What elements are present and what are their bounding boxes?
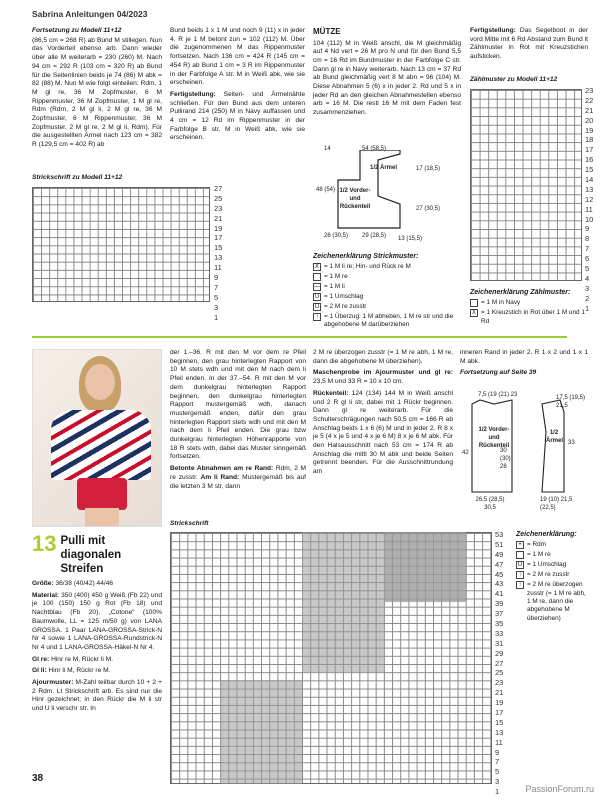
paragraph <box>32 592 162 653</box>
symbol-icon: ↑ <box>516 581 524 589</box>
model-number: 13 <box>32 531 57 556</box>
legend-text: = 1 M re <box>527 551 551 559</box>
text: Rdm, 2 M re zusstr. <box>170 465 306 481</box>
legend-text: = 1 Umschlag <box>324 293 364 301</box>
diagram-label: 1/2 Ärmel <box>546 430 564 444</box>
dim-label: 19 (10) 21,5 (22,5) <box>540 497 573 511</box>
legend-item <box>516 541 590 549</box>
diagram-label: 1/2 Vorder- und Rückenteil <box>339 188 371 210</box>
chart-title-1: Strickschrift zu Modell 11+12 <box>32 174 123 181</box>
paragraph: 2 M re überzogen zusstr (= 1 M re abh, 1 M re, dann die abgehobene M überziehen). <box>313 349 453 365</box>
row-number: 17 <box>585 145 594 155</box>
row-number: 7 <box>214 282 219 292</box>
dim-label: 26,5 (28,5) 30,5 <box>475 497 505 511</box>
legend-item <box>516 551 590 559</box>
bold-label: Größe: <box>32 580 54 587</box>
text: Hinr re M, Rückr li M. <box>51 655 113 663</box>
paragraph <box>32 580 162 589</box>
legend-text: = 2 M re zusstr <box>527 571 570 579</box>
row-number: 25 <box>214 193 223 203</box>
watermark: PassionForum.ru <box>525 784 594 795</box>
dim-label: 13 (15,5) <box>398 236 423 242</box>
column-1 <box>32 27 162 153</box>
row-number: 23 <box>585 86 594 95</box>
legend-title: Zeichenerklärung: <box>516 531 577 538</box>
row-number: 13 <box>495 727 504 737</box>
row-number: 5 <box>214 292 219 302</box>
symbol-icon: U <box>517 562 523 569</box>
section-heading: MÜTZE <box>313 27 341 36</box>
row-number: 19 <box>495 698 504 708</box>
chart-title-3: Strickschrift <box>170 520 209 527</box>
row-number: 9 <box>585 224 590 234</box>
chart-3-row-numbers <box>495 530 504 797</box>
row-number: 11 <box>585 204 593 214</box>
chart-2-row-numbers <box>585 86 594 313</box>
symbol-icon <box>516 551 524 559</box>
continuation-note: Fortsetzung auf Seite 39 <box>460 369 537 377</box>
paragraph: Bund beids 1 x 1 M und noch 9 (11) x in jeder 4. R je 1 M betont zun = 102 (112) M. Über die zugenommenen M das Rippenmuster fortsetzen. Nach 136 cm = 424 R (145 cm = 454 R) ab Bund 1 cm = 3 R im Rippenmuster in der Farbfolge A str. M in Weiß abk, wie sie erscheinen. <box>170 27 305 87</box>
row-number: 19 <box>214 223 223 233</box>
bold-label: Rückenteil: <box>313 389 349 397</box>
row-number: 3 <box>495 777 500 787</box>
dim-label: 26 (30,5) <box>324 233 349 239</box>
column-7 <box>460 349 588 379</box>
text: Mustergemäß bis auf die letzten 3 M str, dann <box>170 473 307 490</box>
row-number: 1 <box>214 312 219 322</box>
knitting-chart-1 <box>32 187 210 302</box>
text: 124 (134) 144 M in Weiß anschl und 2 R gl li str, dabei mit 1 Rückr beginnen. Dann gl re weiterarb. Für die Schulterschrägungen nach 50,5 cm = 166 R ab Anschlag beids 1 x 6 (6) M und in jeder 2. R 8 x je 5 (4 x je 5 und 4 x je 6 M) 8 x je 6 M abk. Für den Halsausschnitt nach 53 cm = 174 R ab Anschlag die mittl 30 M abk und beide Seiten getrennt beenden. Für die Ausschnittrundung am <box>313 389 453 476</box>
symbol-icon: U <box>314 294 320 301</box>
bold-label: Am li Rand: <box>200 473 240 481</box>
row-number: 11 <box>214 263 222 273</box>
dim-label: 54 (58,5) <box>362 146 387 152</box>
row-number: 20 <box>585 115 594 125</box>
row-number: 1 <box>585 303 590 313</box>
row-number: 3 <box>214 302 219 312</box>
row-number: 21 <box>214 213 223 223</box>
photo-legs <box>85 508 119 527</box>
legend-model-13 <box>516 530 590 625</box>
bold-label: Fertigstellung: <box>170 90 216 98</box>
row-number: 15 <box>495 717 504 727</box>
column-2 <box>170 27 305 146</box>
text: 350 (400) 450 g Weiß (Fb 22) und je 100 (150) 150 g Rot (Fb 18) und Nachtblau (Fb 20), „Cotone“ (100% Baumwolle, LL = 125 m/50 g) von LANA GROSSA. 1 Paar LANA-GROSSA-Strick-N Nr 4 sowie 1 LANA-GROSSA-Rundstrick-N Nr 4 und 1 LANA-GROSSA-Häkel-N Nr 4. <box>32 591 162 651</box>
bold-label: Ajourmuster: <box>32 679 74 687</box>
chart-shaded-rapport <box>302 532 384 672</box>
row-number: 8 <box>585 234 590 244</box>
row-number: 18 <box>585 135 594 145</box>
row-number: 33 <box>495 628 504 638</box>
paragraph: inneren Rand in jeder 2. R 1 x 2 und 1 x 1 M abk. <box>460 349 588 365</box>
page-number: 38 <box>32 773 44 784</box>
column-3 <box>313 27 461 121</box>
text: M-Zahl teilbar durch 10 + 2 + 2 Rdm. Lt Strickschrift arb. Es sind nur die Hinr gezeichnet; in den Rückr die M li str und U li verschr str. In <box>32 679 162 713</box>
row-number: 43 <box>495 579 504 589</box>
bold-label: Material: <box>32 591 60 599</box>
symbol-icon: — <box>314 284 320 291</box>
row-number: 47 <box>495 559 504 569</box>
row-number: 27 <box>495 658 504 668</box>
row-number: 23 <box>495 678 504 688</box>
dim-label: 17,5 (19,5) 21,5 <box>556 395 586 409</box>
bold-label: Maschenprobe im Ajourmuster und gl re: <box>313 369 453 377</box>
row-number: 49 <box>495 549 504 559</box>
legend-strickmuster <box>313 252 463 331</box>
chart-shaded-rapport <box>220 680 302 784</box>
photo-sweater <box>51 410 151 480</box>
row-number: 6 <box>585 254 590 264</box>
legend-item <box>313 263 463 271</box>
model-title <box>32 533 160 576</box>
photo-skirt <box>77 478 127 510</box>
row-number: 13 <box>214 253 223 263</box>
legend-title: Zeichenerklärung Strickmuster: <box>313 253 419 260</box>
paragraph <box>470 27 588 62</box>
bold-label: Betonte Abnahmen am re Rand: <box>170 465 274 473</box>
diagram-label: 1/2 Ärmel <box>370 165 398 171</box>
row-number: 10 <box>585 214 594 224</box>
row-number: 41 <box>495 589 504 599</box>
symbol-icon: + <box>516 541 524 549</box>
legend-zaehlmuster <box>470 288 588 328</box>
symbol-icon: X <box>314 264 319 271</box>
chart-1-row-numbers <box>214 184 223 322</box>
row-number: 53 <box>495 530 504 539</box>
row-number: 51 <box>495 539 504 549</box>
legend-item <box>313 293 463 301</box>
legend-text: = 1 Umschlag <box>527 561 567 569</box>
section-divider <box>32 336 567 338</box>
legend-item <box>313 303 463 311</box>
column-6 <box>313 349 453 480</box>
legend-text: = 1 M in Navy <box>481 299 521 307</box>
dim-label: 17 (18,5) <box>416 166 441 172</box>
dim-label: 42 <box>462 450 469 456</box>
row-number: 5 <box>585 264 590 274</box>
diagram-label: 1/2 Vorder- und Rückenteil <box>478 427 510 449</box>
row-number: 15 <box>585 165 594 175</box>
row-number: 31 <box>495 638 504 648</box>
legend-text: = 1 Überzug: 1 M abheben, 1 M re str und die abgehobene M darüberziehen <box>324 313 454 329</box>
column-5 <box>170 349 306 494</box>
section-heading: Fortsetzung zu Modell 11+12 <box>32 27 122 34</box>
row-number: 7 <box>585 244 590 254</box>
text: Hinr li M, Rückr re M. <box>48 667 111 675</box>
legend-item <box>516 571 590 579</box>
row-number: 16 <box>585 155 594 165</box>
row-number: 9 <box>495 747 500 757</box>
legend-item <box>313 273 463 281</box>
text: Das Segelboot in der vord Mitte mit 6 Rd Abstand zum Bund lt Zählmuster in Rot mit Kreuzstichen aufsticken. <box>470 27 588 61</box>
symbol-icon: ↑ <box>313 313 321 321</box>
dim-label: 7,5 (19 (21) 23 <box>478 392 518 398</box>
text: 36/38 (40/42) 44/46 <box>55 580 114 587</box>
row-number: 9 <box>214 273 219 283</box>
row-number: 2 <box>585 293 590 303</box>
bold-label: Fertigstellung: <box>470 27 516 34</box>
model-name: Pulli mit diagonalen Streifen <box>60 535 122 575</box>
bold-label: Gl li: <box>32 667 47 675</box>
paragraph <box>313 369 453 386</box>
page-header: Sabrina Anleitungen 04/2023 <box>32 9 148 19</box>
row-number: 22 <box>585 95 594 105</box>
row-number: 21 <box>585 105 594 115</box>
row-number: 17 <box>214 233 223 243</box>
counting-chart <box>470 89 582 281</box>
model-instructions <box>32 580 162 717</box>
symbol-icon: X <box>471 310 476 317</box>
dim-label: 27 (30,5) <box>416 206 441 212</box>
row-number: 13 <box>585 184 594 194</box>
paragraph <box>170 91 305 143</box>
text: 23,5 M und 33 R = 10 x 10 cm. <box>313 378 404 386</box>
legend-text: = Rdm <box>527 541 547 549</box>
paragraph: der 1.–36. R mit den M vor dem re Pfeil beginnen, den grau hinterlegten Rapport von 10 M stets wdh und mit den M nach dem li Pfeil enden. In der 37.–54. R mit den M vor dem dunkelgrau hinterlegten Rapport beginnen, den dunkelgrau hinterlegten Rapport mustergemäß wdh, danach mustergemäß enden, dafür den grau hinterlegten Rapport stets wdh und mit den M nach dem li Pfeil enden. Die grau bzw dunkelgrau hinterlegten Höhenrapporte von 18 R stets wdh, dabei das Muster sinngemäß fortsetzen. <box>170 349 306 461</box>
legend-item <box>470 309 588 326</box>
legend-text: = 1 Kreuzstich in Rot über 1 M und 1 Rd <box>481 309 585 325</box>
paragraph <box>313 390 453 477</box>
legend-item <box>470 299 588 307</box>
paragraph <box>170 465 306 491</box>
row-number: 25 <box>495 668 504 678</box>
row-number: 12 <box>585 194 594 204</box>
dim-label: 14 <box>324 146 331 152</box>
text: Seiten- und Ärmelnähte schließen. Für den Bund aus dem unteren Pullirand 214 (250) M in Navy auffassen und 4 cm = 12 Rd im Rippenmuster in der Farbfolge B str. M in Weiß abk, wie sie erscheinen. <box>170 90 305 142</box>
row-number: 15 <box>214 243 223 253</box>
symbol-icon: ↑ <box>516 571 524 579</box>
legend-item <box>313 313 463 330</box>
model-photo <box>32 349 162 527</box>
legend-text: = 1 M re <box>324 273 348 281</box>
legend-item <box>313 283 463 291</box>
row-number: 29 <box>495 648 504 658</box>
bold-label: Gl re: <box>32 655 50 663</box>
row-number: 1 <box>495 787 500 797</box>
row-number: 19 <box>585 125 594 135</box>
paragraph: 104 (112) M in Weiß anschl, die M gleichmäßig auf 4 Nd vert = 26 M pro N und für den Bund 5,5 cm = 16 Rd im Bundmuster in der Farbfolge C str. Dann gl re in Navy weiterarb. Nach 13 cm = 37 Rd ab Bund gleichmäßig vert 8 M abn = 96 (104) M. Diese Abnahmen 5 (6) x in jeder 2. Rd und 5 x in jeder Rd an den gleichen Abnahmestellen ebenso arb = 16 M. Die restl 16 M mit dem Faden fest zusammenziehen. <box>313 39 461 117</box>
dim-label: 30 (30) 28 <box>500 448 511 470</box>
column-4 <box>470 27 588 65</box>
symbol-icon <box>313 273 321 281</box>
row-number: 7 <box>495 757 500 767</box>
dim-label: 33 <box>568 440 575 446</box>
row-number: 5 <box>495 767 500 777</box>
legend-item <box>516 561 590 569</box>
dim-label: 48 (54) <box>316 187 336 193</box>
row-number: 37 <box>495 609 504 619</box>
paragraph <box>32 656 162 665</box>
paragraph <box>32 679 162 714</box>
row-number: 11 <box>495 737 503 747</box>
legend-text: = 2 M re überzogen zusstr (= 1 M re abh, 1 M re, dann die abgehobene M überziehen) <box>527 581 586 622</box>
legend-title: Zeichenerklärung Zählmuster: <box>470 289 571 296</box>
row-number: 3 <box>585 283 590 293</box>
row-number: 27 <box>214 184 223 193</box>
chart-title-2: Zählmuster zu Modell 11+12 <box>470 76 558 83</box>
legend-text: = 2 M re zusstr <box>324 303 367 311</box>
symbol-icon <box>470 299 478 307</box>
legend-text: = 1 M li <box>324 283 345 291</box>
paragraph: (86,5 cm = 268 R) ab Bund M stillegen. Nun das Vorderteil ebenso arb. Dann wieder über alle M weiterarb = 230 (260) M. Nach 94 cm = 292 R (103 cm = 320 R) ab Bund für die Seitenlinien beids je 74 (86) M abk = 82 (88) M. Nun M wie folgt einteilen: Rdm, 1 M gl re, 36 M Zopfmuster, 6 M Rippenmuster, 36 M Zopfmuster, 1 M gl re, Rdm (Rdm, 2 M gl li, 2 M gl re, 36 M Zopfmuster, 6 M Rippenmuster, 36 M Zopfmuster, 2 M gl re, 2 M gl li, Rdm). Für die ausgestellten Ärmel nach 123 cm = 382 R (129,5 cm = 402 R) ab <box>32 36 162 149</box>
dim-label: 29 (28,5) <box>362 233 387 239</box>
symbol-icon: U <box>314 304 320 311</box>
row-number: 14 <box>585 175 594 185</box>
legend-item <box>516 581 590 623</box>
photo-face <box>85 364 115 400</box>
row-number: 39 <box>495 599 504 609</box>
legend-text: = 1 M li re; Hin- und Rück re M <box>324 263 411 271</box>
row-number: 45 <box>495 569 504 579</box>
row-number: 21 <box>495 688 504 698</box>
row-number: 35 <box>495 619 504 629</box>
row-number: 23 <box>214 203 223 213</box>
chart-dark-rapport <box>384 532 466 602</box>
row-number: 4 <box>585 273 590 283</box>
row-number: 17 <box>495 708 504 718</box>
paragraph <box>32 667 162 676</box>
